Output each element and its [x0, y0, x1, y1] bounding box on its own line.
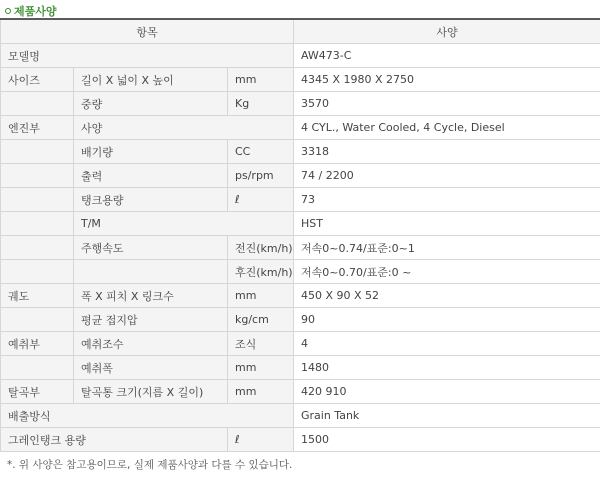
row-category: [1, 164, 74, 188]
spec-row-track-pressure: [1, 308, 600, 332]
row-category: 사이즈: [1, 68, 74, 92]
row-value: 저속0~0.70/표준:0 ~: [294, 260, 600, 284]
spec-row-engine-displacement: [1, 140, 600, 164]
section-title: 제품사양: [14, 5, 57, 18]
row-category: [1, 260, 74, 284]
row-category: [1, 188, 74, 212]
row-unit: Kg: [228, 92, 294, 116]
spec-row-engine-transmission: [1, 212, 600, 236]
row-unit: kg/cm: [228, 308, 294, 332]
spec-table: [0, 18, 600, 452]
row-value: 4: [294, 332, 600, 356]
header-spec: 사양: [294, 19, 600, 44]
row-value: HST: [294, 212, 600, 236]
row-category: 궤도: [1, 284, 74, 308]
row-value: 4345 X 1980 X 2750: [294, 68, 600, 92]
row-value: Grain Tank: [294, 404, 600, 428]
row-unit: CC: [228, 140, 294, 164]
spec-row-reaper-rows: [1, 332, 600, 356]
row-value: 1480: [294, 356, 600, 380]
row-category: [1, 92, 74, 116]
row-category: [1, 140, 74, 164]
spec-row-thresher-size: [1, 380, 600, 404]
row-subcategory: 중량: [74, 92, 228, 116]
spec-row-grain-tank: [1, 428, 600, 452]
row-unit: 조식: [228, 332, 294, 356]
row-subcategory: 예취폭: [74, 356, 228, 380]
row-value: 3318: [294, 140, 600, 164]
row-value: 4 CYL., Water Cooled, 4 Cycle, Diesel: [294, 116, 600, 140]
row-unit: mm: [228, 380, 294, 404]
row-unit: ℓ: [228, 428, 294, 452]
row-subcategory: 배기량: [74, 140, 228, 164]
row-value: 90: [294, 308, 600, 332]
spec-row-speed-forward: [1, 236, 600, 260]
row-label: 모델명: [1, 44, 294, 68]
row-value: AW473-C: [294, 44, 600, 68]
row-category: [1, 236, 74, 260]
header-item: 항목: [1, 19, 294, 44]
row-category: [1, 356, 74, 380]
row-value: 1500: [294, 428, 600, 452]
row-value: 450 X 90 X 52: [294, 284, 600, 308]
row-subcategory: 폭 X 피치 X 링크수: [74, 284, 228, 308]
row-category: [1, 308, 74, 332]
footnote: *. 위 사양은 참고용이므로, 실제 제품사양과 다를 수 있습니다.: [7, 459, 293, 471]
spec-row-discharge: [1, 404, 600, 428]
row-subcategory: 평균 접지압: [74, 308, 228, 332]
row-unit: mm: [228, 68, 294, 92]
row-category: 탈곡부: [1, 380, 74, 404]
row-unit: mm: [228, 356, 294, 380]
row-value: 420 910: [294, 380, 600, 404]
row-label: 그레인탱크 용량: [1, 428, 228, 452]
spec-row-reaper-width: [1, 356, 600, 380]
spec-row-size-weight: [1, 92, 600, 116]
row-unit: mm: [228, 284, 294, 308]
row-category: [1, 212, 74, 236]
row-value: 74 / 2200: [294, 164, 600, 188]
row-subcategory: 길이 X 넓이 X 높이: [74, 68, 228, 92]
row-unit: ps/rpm: [228, 164, 294, 188]
spec-row-engine-output: [1, 164, 600, 188]
spec-row-track-dimensions: [1, 284, 600, 308]
spec-table-header: [1, 19, 600, 44]
row-unit: 후진(km/h): [228, 260, 294, 284]
row-value: 73: [294, 188, 600, 212]
row-subcategory: [74, 260, 228, 284]
row-category: 엔진부: [1, 116, 74, 140]
spec-row-size-dimensions: [1, 68, 600, 92]
section-heading: [4, 4, 57, 18]
row-unit: 전진(km/h): [228, 236, 294, 260]
row-subcategory: 사양: [74, 116, 294, 140]
row-value: 저속0~0.74/표준:0~1: [294, 236, 600, 260]
row-value: 3570: [294, 92, 600, 116]
row-subcategory: 주행속도: [74, 236, 228, 260]
row-subcategory: T/M: [74, 212, 294, 236]
circle-bullet-icon: [5, 8, 11, 14]
spec-row-engine-tank: [1, 188, 600, 212]
spec-row-engine-spec: [1, 116, 600, 140]
row-category: 예취부: [1, 332, 74, 356]
spec-row-model: [1, 44, 600, 68]
row-subcategory: 탱크용량: [74, 188, 228, 212]
spec-row-speed-reverse: [1, 260, 600, 284]
row-subcategory: 탈곡통 크기(지름 X 길이): [74, 380, 228, 404]
row-subcategory: 출력: [74, 164, 228, 188]
row-subcategory: 예취조수: [74, 332, 228, 356]
row-unit: ℓ: [228, 188, 294, 212]
row-label: 배출방식: [1, 404, 294, 428]
